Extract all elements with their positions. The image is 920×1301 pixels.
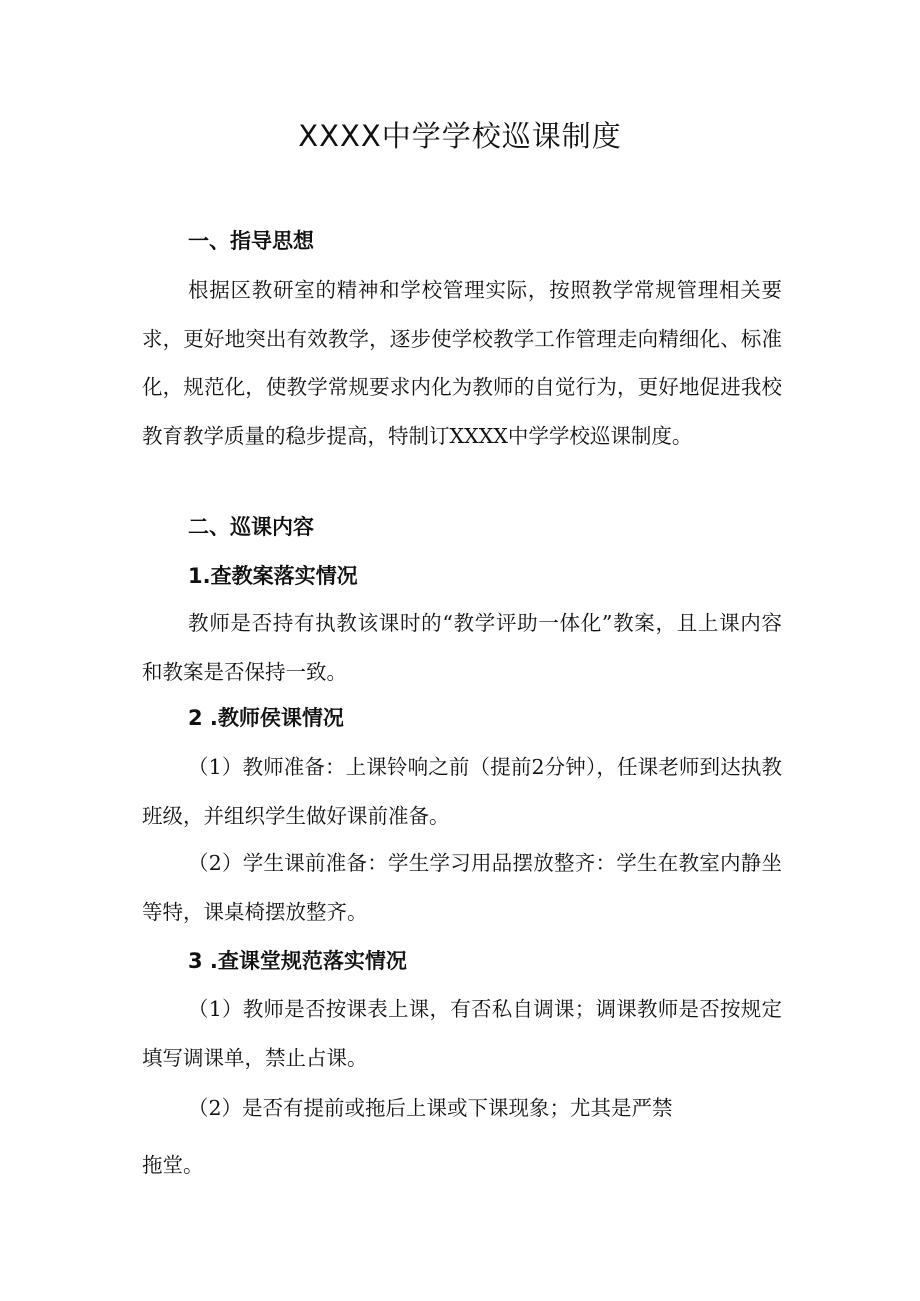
- section-paragraph-guiding-ideology: 根据区教研室的精神和学校管理实际，按照教学常规管理相关要求，更好地突出有效教学，逐步使学校教学工作管理走向精细化、标准化，规范化，使教学常规要求内化为教师的自觉行为，更好地促进我校教育教学质量的稳步提高，特制订XXXX中学学校巡课制度。: [142, 278, 782, 448]
- item-paragraph-teacher-preparation: （1）教师准备：上课铃响之前（提前2分钟），任课老师到达执教班级，并组织学生做好课前准备。: [142, 755, 782, 828]
- item-heading-classroom-norms: 3 .查课堂规范落实情况: [188, 949, 407, 973]
- section-heading-guiding-ideology: 一、指导思想: [188, 229, 314, 253]
- item-line-early-late-class: （2）是否有提前或拖后上课或下课现象；尤其是严禁: [188, 1096, 673, 1120]
- section-heading-patrol-content: 二、巡课内容: [188, 515, 314, 539]
- item-line-no-overtime: 拖堂。: [142, 1153, 204, 1177]
- item-heading-lesson-plan: 1.查教案落实情况: [188, 564, 358, 588]
- item-heading-teacher-waiting: 2 .教师侯课情况: [188, 706, 344, 730]
- item-paragraph-schedule-check: （1）教师是否按课表上课，有否私自调课；调课教师是否按规定填写调课单，禁止占课。: [142, 997, 782, 1070]
- item-paragraph-lesson-plan: 教师是否持有执教该课时的“教学评助一体化”教案，且上课内容和教案是否保持一致。: [142, 611, 782, 684]
- document-title: XXXX中学学校巡课制度: [298, 119, 622, 153]
- item-paragraph-student-preparation: （2）学生课前准备：学生学习用品摆放整齐：学生在教室内静坐等特，课桌椅摆放整齐。: [142, 851, 782, 924]
